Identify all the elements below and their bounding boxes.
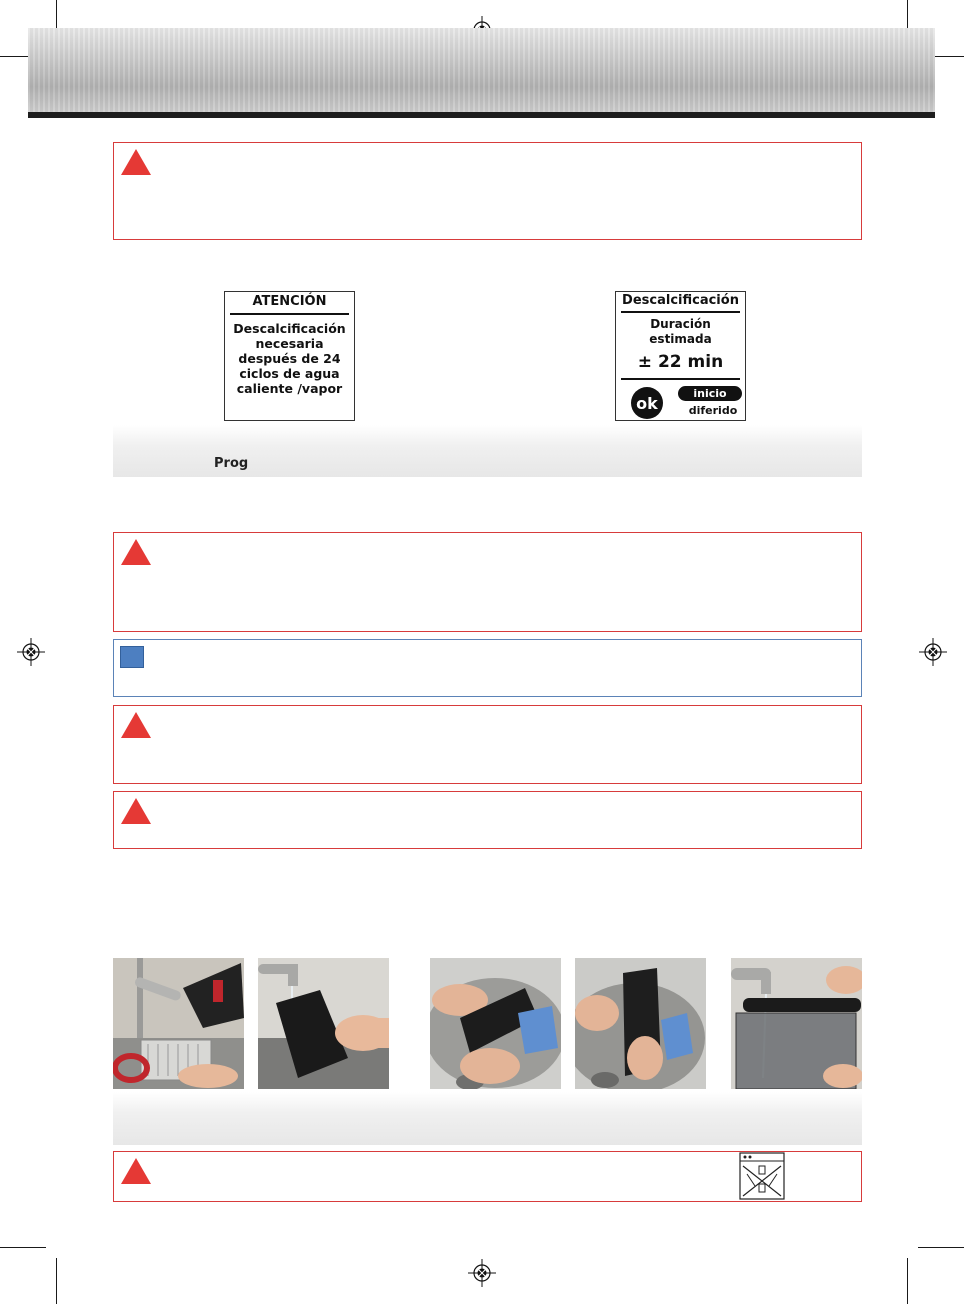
screen-title: Descalcificación [622, 293, 739, 308]
screen-line: caliente /vapor [236, 381, 343, 396]
screen-line: necesaria [255, 336, 324, 351]
crop-mark [918, 1247, 964, 1248]
warning-triangle-icon [121, 712, 151, 738]
info-square-icon [120, 646, 144, 668]
hands-cleaning-unit-sponge-photo [575, 958, 706, 1089]
display-screen-descaling [615, 291, 746, 421]
faucet-water-tank-photo [731, 958, 862, 1089]
crop-mark [907, 1258, 908, 1304]
display-screen-attention [224, 291, 355, 421]
warning-box [113, 791, 862, 849]
warning-box [113, 705, 862, 784]
header-band [28, 28, 935, 112]
screen-line: después de 24 [238, 351, 341, 366]
screen-divider [621, 378, 740, 380]
screen-divider [621, 311, 740, 313]
start-button[interactable]: inicio [678, 386, 742, 401]
warning-triangle-icon [121, 149, 151, 175]
screen-title: ATENCIÓN [252, 294, 327, 309]
prog-label: Prog [214, 456, 249, 471]
screen-divider [230, 313, 349, 315]
warning-triangle-icon [121, 798, 151, 824]
screen-line: Descalcificación [233, 321, 346, 336]
hands-cleaning-part-sponge-photo [430, 958, 561, 1089]
header-rule [28, 112, 935, 118]
warning-box [113, 532, 862, 632]
faucet-grounds-container-photo [258, 958, 389, 1089]
crop-mark [0, 1247, 46, 1248]
screen-line: ciclos de agua [239, 366, 340, 381]
no-dishwasher-icon [739, 1152, 785, 1200]
instruction-band [113, 1092, 862, 1145]
registration-mark-icon [468, 1259, 496, 1287]
warning-triangle-icon [121, 1158, 151, 1184]
screen-line: Duración [650, 317, 711, 331]
warning-box [113, 142, 862, 240]
screen-line: estimada [649, 332, 712, 346]
info-box [113, 639, 862, 697]
warning-triangle-icon [121, 539, 151, 565]
registration-mark-icon [17, 638, 45, 666]
registration-mark-icon [919, 638, 947, 666]
duration-value: ± 22 min [637, 352, 724, 372]
deferred-label: diferido [688, 404, 738, 417]
ok-button[interactable]: ok [631, 387, 663, 419]
crop-mark [56, 1258, 57, 1304]
faucet-drip-tray-photo [113, 958, 244, 1089]
